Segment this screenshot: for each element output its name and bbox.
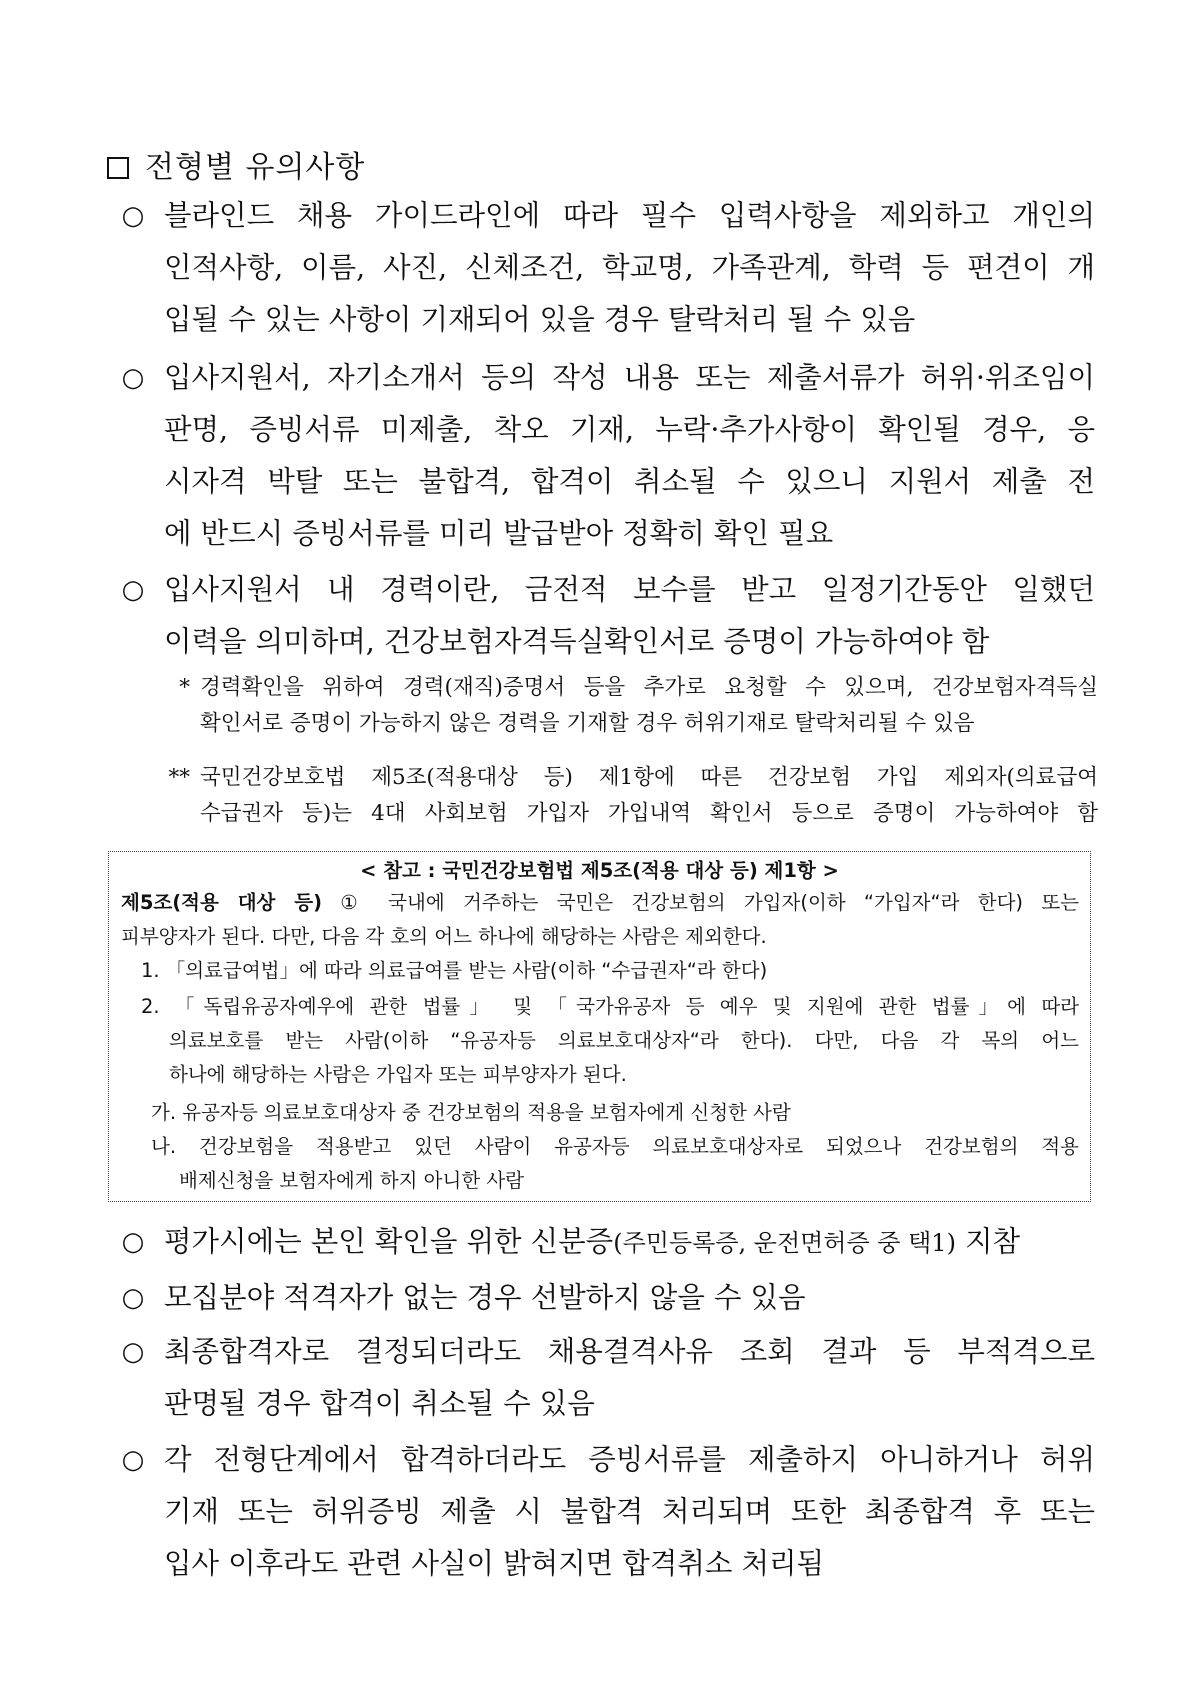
- reference-item: 의료보호를 받는 사람(이하 “유공자등 의료보호대상자“라 한다). 다만, 다음 각 목의 어느: [169, 1029, 1079, 1052]
- item-line: 최종합격자로 결정되더라도 채용결격사유 조회 결과 등 부적격으로: [164, 1335, 1095, 1368]
- item-line: 시자격 박탈 또는 불합격, 합격이 취소될 수 있으니 지원서 제출 전: [164, 465, 1095, 498]
- item-line: 입사 이후라도 관련 사실이 밝혀지면 합격취소 처리됨: [164, 1547, 825, 1580]
- footnote-mark: *: [179, 675, 190, 700]
- item-note-inline: (주민등록증, 운전면허증 중 택1): [613, 1229, 956, 1257]
- item-line: [164, 1216, 1095, 1269]
- footnote: [158, 760, 1098, 832]
- footnote-line: 경력확인을 위하여 경력(재직)증명서 등을 추가로 요청할 수 있으며, 건강보험자격득실: [200, 675, 1098, 700]
- checkbox-square-icon: [107, 157, 129, 179]
- bullet-circle-icon: ○: [121, 1445, 145, 1475]
- item-line: 각 전형단계에서 합격하더라도 증빙서류를 제출하지 아니하거나 허위: [164, 1443, 1095, 1476]
- bullet-circle-icon: ○: [121, 1283, 145, 1313]
- footnote-line: 수급권자 등)는 4대 사회보험 가입자 가입내역 확인서 등으로 증명이 가능하여야 함: [200, 801, 1098, 826]
- list-item: [120, 564, 1095, 668]
- section-title: 전형별 유의사항: [145, 150, 366, 185]
- item-line: 이력을 의미하며, 건강보험자격득실확인서로 증명이 가능하여야 함: [164, 625, 990, 658]
- item-line: 입사지원서, 자기소개서 등의 작성 내용 또는 제출서류가 허위·위조임이: [164, 361, 1095, 394]
- article-text: ① 국내에 거주하는 국민은 건강보험의 가입자(이하 “가입자“라 한다) 또는: [322, 891, 1079, 914]
- reference-item: 2. 「독립유공자예우에 관한 법률」 및 「국가유공자 등 예우 및 지원에 관한 법률」에 따라: [141, 995, 1079, 1018]
- reference-title: < 참고 : 국민건강보험법 제5조(적용 대상 등) 제1항 >: [360, 859, 839, 882]
- item-line: 판명, 증빙서류 미제출, 착오 기재, 누락·추가사항이 확인될 경우, 응: [164, 413, 1095, 446]
- section-heading: [107, 148, 365, 188]
- item-line: 입될 수 있는 사항이 기재되어 있을 경우 탈락처리 될 수 있음: [164, 303, 916, 336]
- bullet-circle-icon: ○: [121, 201, 145, 231]
- item-line: 모집분야 적격자가 없는 경우 선발하지 않을 수 있음: [164, 1281, 806, 1314]
- reference-subitem: 가. 유공자등 의료보호대상자 중 건강보험의 적용을 보험자에게 신청한 사람: [151, 1101, 791, 1124]
- list-item: [120, 1216, 1095, 1269]
- item-text: 지참: [955, 1225, 1021, 1258]
- item-line: 블라인드 채용 가이드라인에 따라 필수 입력사항을 제외하고 개인의: [164, 199, 1095, 232]
- footnote: [158, 670, 1098, 742]
- item-line: 에 반드시 증빙서류를 미리 발급받아 정확히 확인 필요: [164, 517, 834, 550]
- bullet-circle-icon: ○: [121, 1227, 145, 1257]
- footnote-line: 국민건강보호법 제5조(적용대상 등) 제1항에 따른 건강보험 가입 제외자(의료급여: [200, 765, 1098, 790]
- item-line: 판명될 경우 합격이 취소될 수 있음: [164, 1387, 595, 1420]
- article-label: 제5조(적용 대상 등): [121, 891, 323, 914]
- bullet-circle-icon: ○: [121, 1337, 145, 1367]
- list-item: [120, 352, 1095, 560]
- list-item: [120, 1272, 1095, 1324]
- reference-article-line: [121, 888, 1079, 918]
- bullet-circle-icon: ○: [121, 363, 145, 393]
- list-item: [120, 1326, 1095, 1430]
- item-line: 입사지원서 내 경력이란, 금전적 보수를 받고 일정기간동안 일했던: [164, 573, 1095, 606]
- item-text: 평가시에는 본인 확인을 위한 신분증: [164, 1225, 614, 1258]
- footnote-line: 확인서로 증명이 가능하지 않은 경력을 기재할 경우 허위기재로 탈락처리될 수 있음: [200, 711, 975, 736]
- reference-subitem: 나. 건강보험을 적용받고 있던 사람이 유공자등 의료보호대상자로 되었으나 건강보험의 적용: [151, 1135, 1079, 1158]
- item-line: 인적사항, 이름, 사진, 신체조건, 학교명, 가족관계, 학력 등 편견이 개: [164, 251, 1095, 284]
- footnote-mark: **: [168, 765, 190, 790]
- reference-item: 1. 「의료급여법」에 따라 의료급여를 받는 사람(이하 “수급권자“라 한다): [141, 959, 768, 982]
- reference-box: [108, 851, 1091, 1202]
- reference-item: 하나에 해당하는 사람은 가입자 또는 피부양자가 된다.: [169, 1063, 627, 1086]
- list-item: [120, 1434, 1095, 1590]
- reference-subitem: 배제신청을 보험자에게 하지 아니한 사람: [179, 1169, 525, 1192]
- item-line: 기재 또는 허위증빙 제출 시 불합격 처리되며 또한 최종합격 후 또는: [164, 1495, 1095, 1528]
- bullet-circle-icon: ○: [121, 575, 145, 605]
- reference-article-line: 피부양자가 된다. 다만, 다음 각 호의 어느 하나에 해당하는 사람은 제외한다.: [121, 925, 767, 948]
- list-item: [120, 190, 1095, 346]
